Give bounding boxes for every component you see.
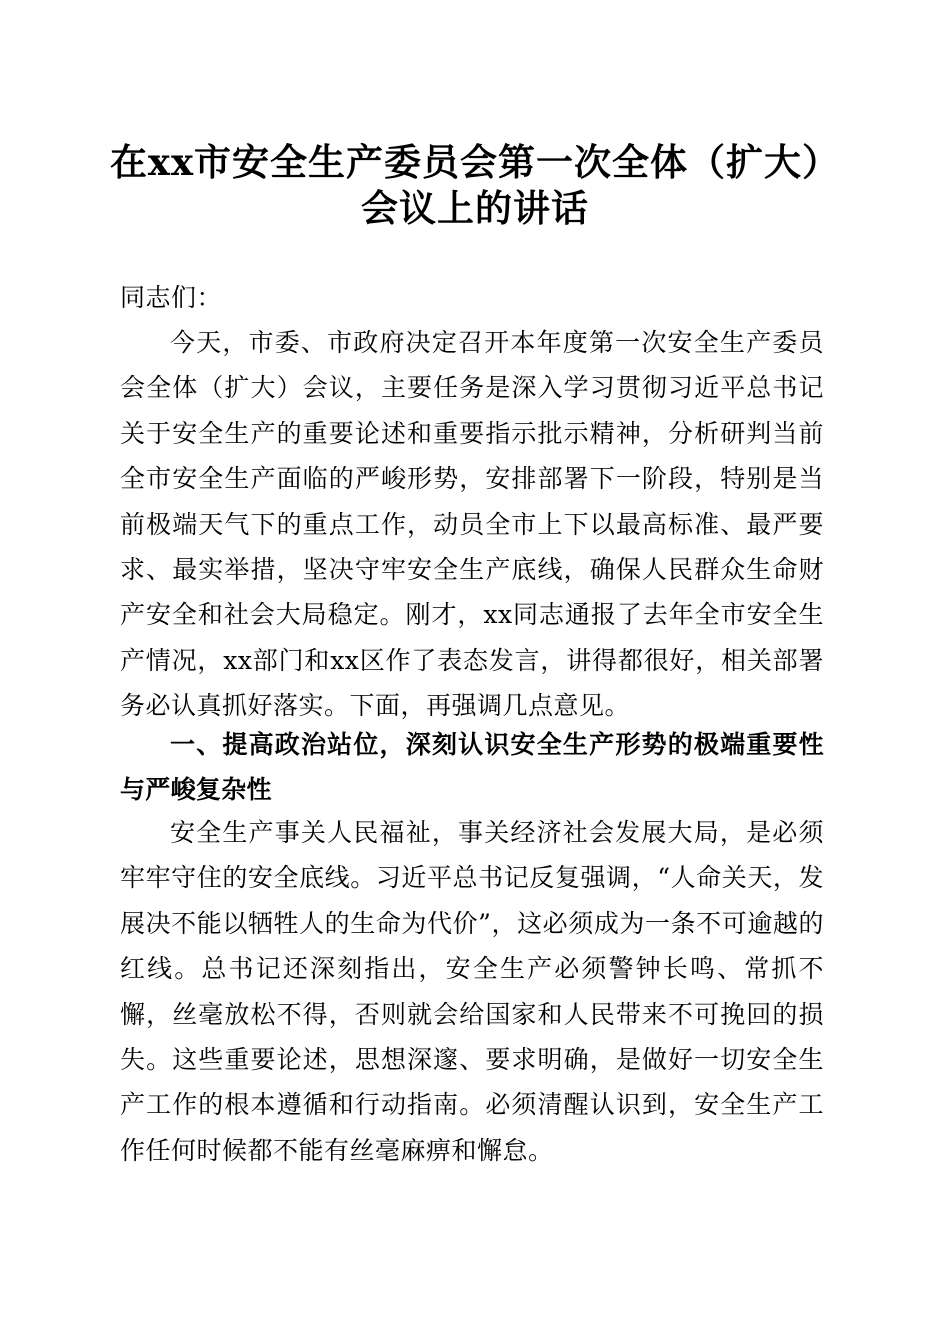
document-title-line-1: 在xx市安全生产委员会第一次全体（扩大） bbox=[109, 140, 841, 184]
paragraph-intro: 今天，市委、市政府决定召开本年度第一次安全生产委员会全体（扩大）会议，主要任务是深入学习贯彻习近平总书记关于安全生产的重要论述和重要指示批示精神，分析研判当前全市安全生产面临的严峻形势，安排部署下一阶段，特别是当前极端天气下的重点工作，动员全市上下以最高标准、最严要求、最实举措，坚决守牢安全生产底线，确保人民群众生命财产安全和社会大局稳定。刚才，xx同志通报了去年全市安全生产情况，xx部门和xx区作了表态发言，讲得都很好，相关部署务必认真抓好落实。下面，再强调几点意见。 bbox=[120, 328, 824, 721]
section-heading-1: 一、提高政治站位，深刻认识安全生产形势的极端重要性与严峻复杂性 bbox=[120, 730, 824, 805]
salutation: 同志们： bbox=[120, 283, 223, 312]
document-title-line-2: 会议上的讲话 bbox=[361, 186, 589, 230]
paragraph-section-1: 安全生产事关人民福祉，事关经济社会发展大局，是必须牢牢守住的安全底线。习近平总书记反复强调，“人命关天，发展决不能以牺牲人的生命为代价”，这必须成为一条不可逾越的红线。总书记还深刻指出，安全生产必须警钟长鸣、常抓不懈，丝毫放松不得，否则就会给国家和人民带来不可挽回的损失。这些重要论述，思想深邃、要求明确，是做好一切安全生产工作的根本遵循和行动指南。必须清醒认识到，安全生产工作任何时候都不能有丝毫麻痹和懈怠。 bbox=[120, 818, 824, 1165]
